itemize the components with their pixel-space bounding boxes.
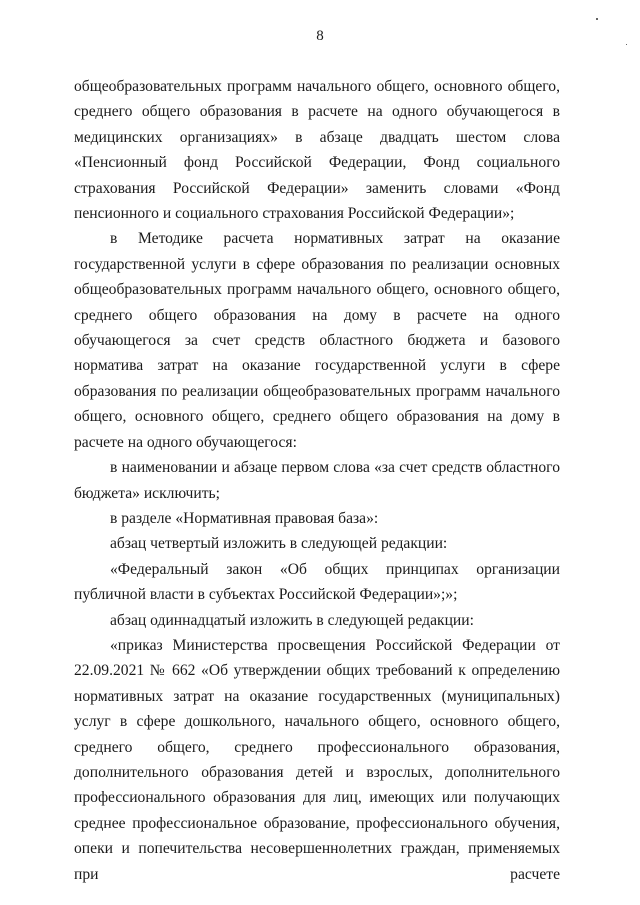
scan-speck [626, 44, 627, 45]
paragraph-1: общеобразовательных программ начального общего, основного общего, среднего общего образования в расчете на одного обучающегося в медицинских организациях» в абзаце двадцать шестом слова «Пенсионный фонд Российской Федерации, Фонд социального страхования Российской Федерации» заменить словами «Фонд пенсионного и социального страхования Российской Федерации»; [74, 78, 560, 223]
scan-speck [596, 18, 598, 20]
document-body [74, 74, 560, 887]
paragraph-3: в наименовании и абзаце первом слова «за счет средств областного бюджета» исключить; [74, 459, 560, 502]
paragraph-5: абзац четвертый изложить в следующей редакции: [110, 535, 448, 553]
paragraph-4: в разделе «Нормативная правовая база»: [110, 509, 379, 527]
paragraph-8: «приказ Министерства просвещения Российской Федерации от 22.09.2021 № 662 «Об утверждении общих требований к определению нормативных затрат на оказание государственных (муниципальных) услуг в сфере дошкольного, начального общего, основного общего, среднего общего, среднего профессионального образования, дополнительного образования детей и взрослых, дополнительного профессионального образования для лиц, имеющих или получающих среднее профессиональное образование, профессионального обучения, опеки и попечительства несовершеннолетних граждан, применяемых при расчете [74, 636, 560, 883]
page-number: 8 [316, 28, 324, 44]
paragraph-2: в Методике расчета нормативных затрат на оказание государственной услуги в сфере образования по реализации основных общеобразовательных программ начального общего, основного общего, среднего общего образования на дому в расчете на одного обучающегося за счет средств областного бюджета и базового норматива затрат на оказание государственной услуги в сфере образования по реализации общеобразовательных программ начального общего, основного общего, среднего общего образования на дому в расчете на одного обучающегося: [74, 230, 560, 451]
paragraph-7: абзац одиннадцатый изложить в следующей редакции: [110, 611, 474, 629]
paragraph-6: «Федеральный закон «Об общих принципах организации публичной власти в субъектах Российской Федерации»;»; [74, 560, 560, 604]
